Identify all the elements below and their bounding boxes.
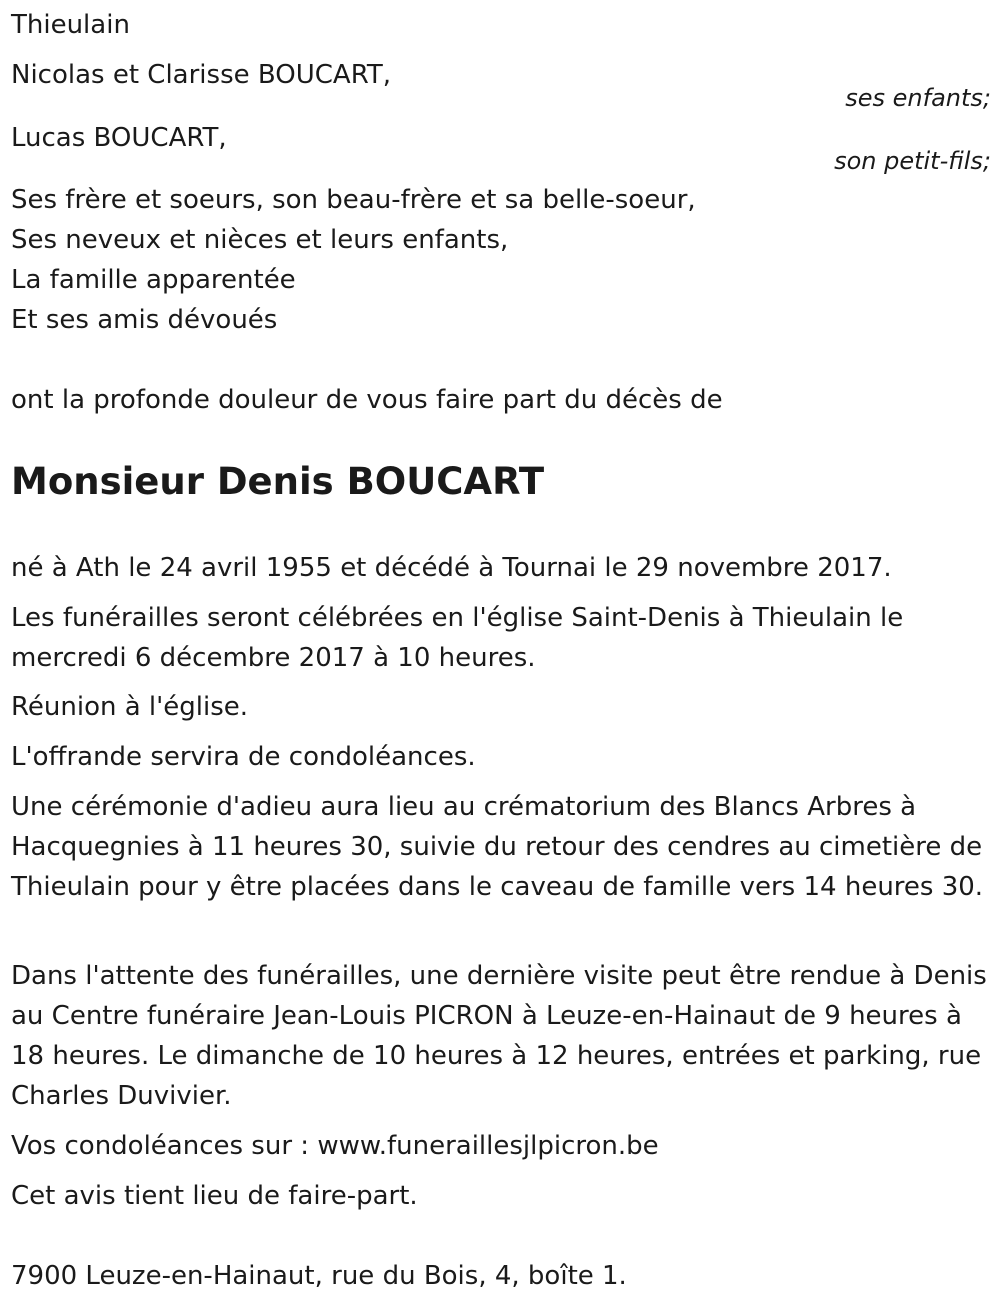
family-line: Ses neveux et nièces et leurs enfants, [11, 225, 509, 255]
ceremony-details: Une cérémonie d'adieu aura lieu au crématorium des Blancs Arbres à Hacquegnies à 11 heures 30, suivie du retour des cendres au cimetière de Thieulain pour y être placées dans le caveau de famille vers 14 heures 30. [11, 792, 984, 902]
deceased-name: Monsieur Denis BOUCART [11, 460, 545, 503]
address: 7900 Leuze-en-Hainaut, rue du Bois, 4, boîte 1. [11, 1261, 627, 1291]
condolences-info: Vos condoléances sur : www.funeraillesjlpicron.be [11, 1131, 659, 1161]
family-line: La famille apparentée [11, 265, 296, 295]
children-names: Nicolas et Clarisse BOUCART, [11, 60, 392, 90]
grandson-role: son petit-fils; [834, 147, 991, 175]
meeting-info: Réunion à l'église. [11, 692, 249, 722]
family-line: Ses frère et soeurs, son beau-frère et sa belle-soeur, [11, 185, 696, 215]
funeral-details: Les funérailles seront célébrées en l'église Saint-Denis à Thieulain le mercredi 6 décembre 2017 à 10 heures. [11, 603, 904, 673]
notice-statement: Cet avis tient lieu de faire-part. [11, 1181, 418, 1211]
announcement: ont la profonde douleur de vous faire part du décès de [11, 385, 723, 415]
birth-death: né à Ath le 24 avril 1955 et décédé à Tournai le 29 novembre 2017. [11, 553, 892, 583]
place-name: Thieulain [11, 10, 130, 40]
offering-info: L'offrande servira de condoléances. [11, 742, 476, 772]
family-line: Et ses amis dévoués [11, 305, 278, 335]
visit-details: Dans l'attente des funérailles, une dernière visite peut être rendue à Denis au Centre funéraire Jean-Louis PICRON à Leuze-en-Hainaut de 9 heures à 18 heures. Le dimanche de 10 heures à 12 heures, entrées et parking, rue Charles Duvivier. [11, 961, 987, 1111]
children-role: ses enfants; [845, 84, 991, 112]
grandson-name: Lucas BOUCART, [11, 123, 227, 153]
